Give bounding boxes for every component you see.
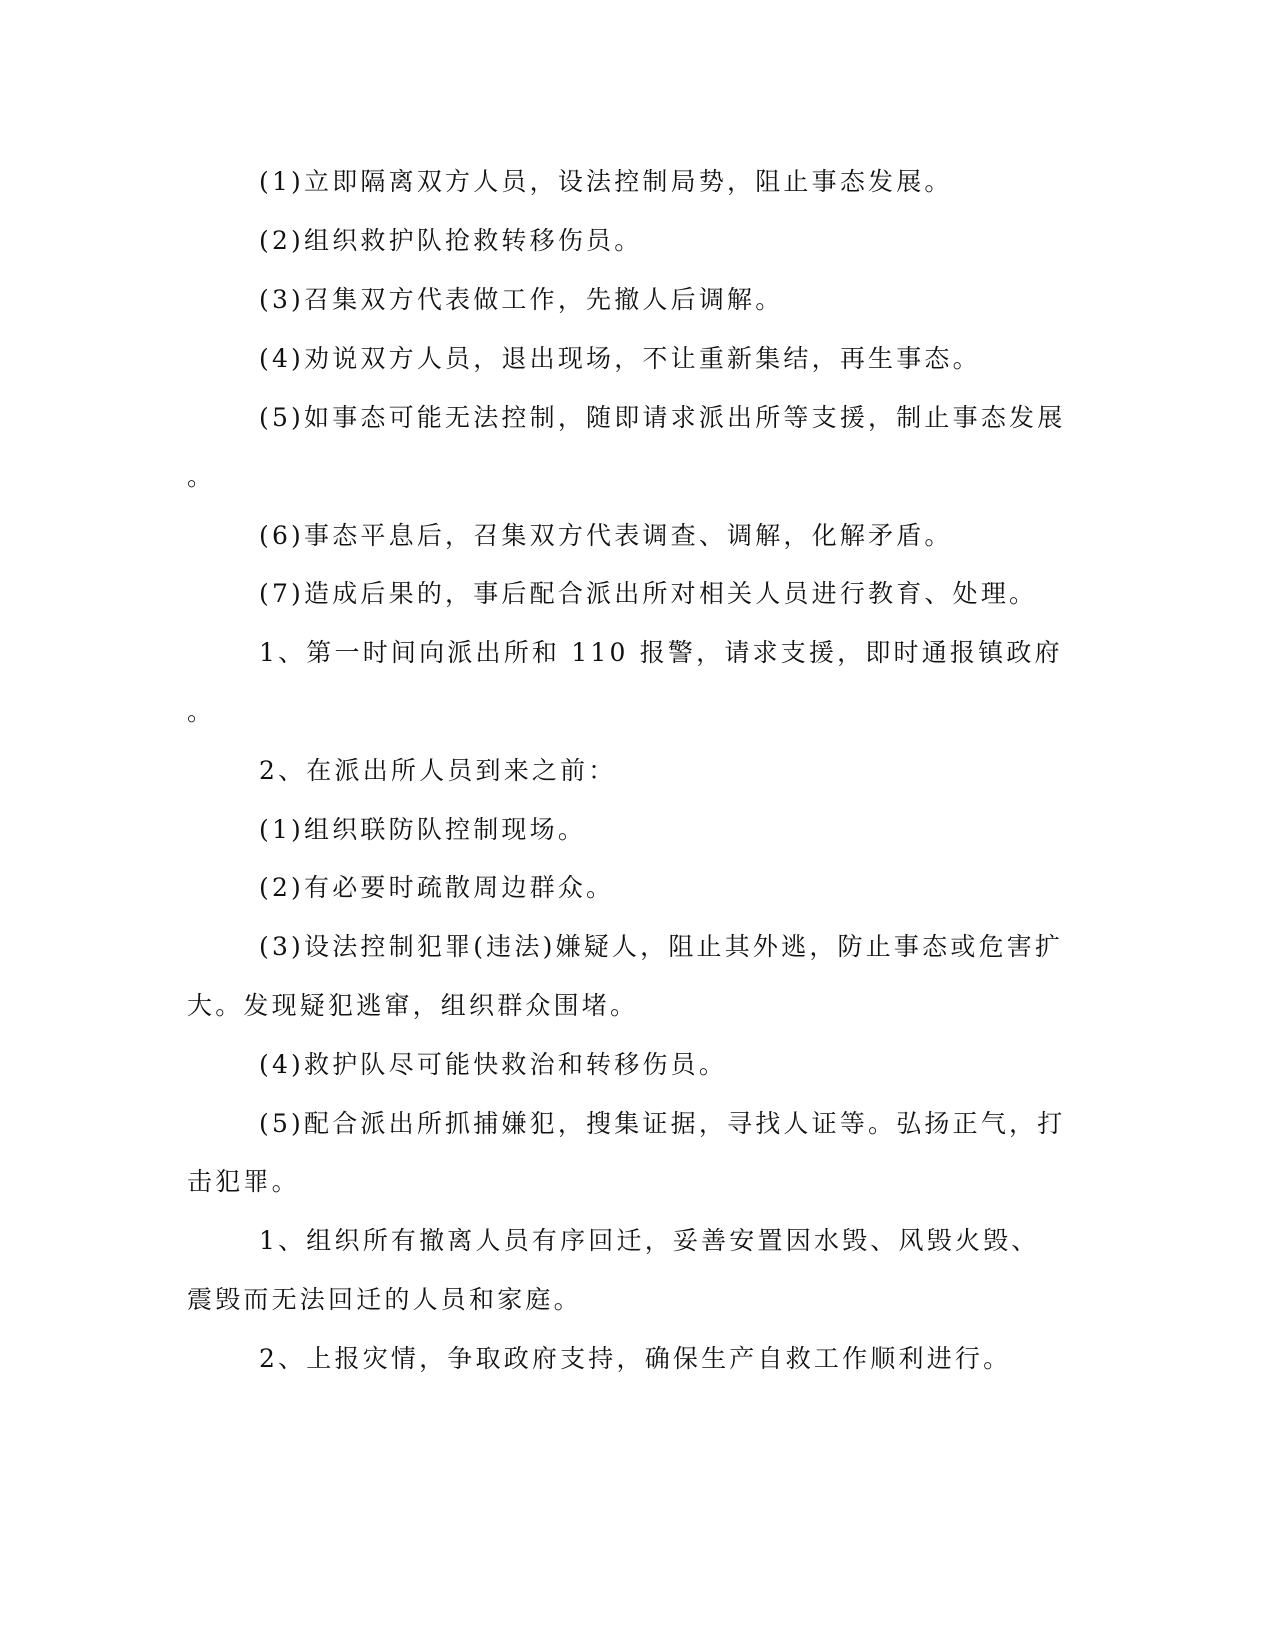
paragraph-line: (5)配合派出所抓捕嫌犯，搜集证据，寻找人证等。弘扬正气，打 [259, 1109, 1066, 1138]
paragraph-line: (5)如事态可能无法控制，随即请求派出所等支援，制止事态发展 [259, 403, 1066, 432]
paragraph-line: (4)救护队尽可能快救治和转移伤员。 [259, 1050, 728, 1079]
paragraph-line: 2、在派出所人员到来之前： [259, 756, 617, 785]
paragraph-line: (7)造成后果的，事后配合派出所对相关人员进行教育、处理。 [259, 579, 1038, 608]
paragraph-line: 1、第一时间向派出所和 110 报警，请求支援，即时通报镇政府 [259, 638, 1063, 667]
paragraph-line: (6)事态平息后，召集双方代表调查、调解，化解矛盾。 [259, 521, 953, 550]
paragraph-line: 大。发现疑犯逃窜，组织群众围堵。 [187, 991, 639, 1020]
paragraph-line: (1)组织联防队控制现场。 [259, 815, 587, 844]
paragraph-line: (3)召集双方代表做工作，先撤人后调解。 [259, 285, 784, 314]
paragraph-line: 击犯罪。 [187, 1167, 300, 1196]
paragraph-line: (2)有必要时疏散周边群众。 [259, 873, 615, 902]
paragraph-line: 2、上报灾情，争取政府支持，确保生产自救工作顺利进行。 [259, 1344, 1012, 1373]
paragraph-line: 1、组织所有撤离人员有序回迁，妥善安置因水毁、风毁火毁、 [259, 1226, 1040, 1255]
paragraph-line: (1)立即隔离双方人员，设法控制局势，阻止事态发展。 [259, 167, 953, 196]
paragraph-line: 。 [187, 697, 216, 726]
paragraph-line: (2)组织救护队抢救转移伤员。 [259, 226, 643, 255]
paragraph-line: 震毁而无法回迁的人员和家庭。 [187, 1285, 582, 1314]
paragraph-line: (3)设法控制犯罪(违法)嫌疑人，阻止其外逃，防止事态或危害扩 [259, 932, 1064, 961]
paragraph-line: (4)劝说双方人员，退出现场，不让重新集结，再生事态。 [259, 344, 981, 373]
paragraph-line: 。 [187, 462, 216, 491]
